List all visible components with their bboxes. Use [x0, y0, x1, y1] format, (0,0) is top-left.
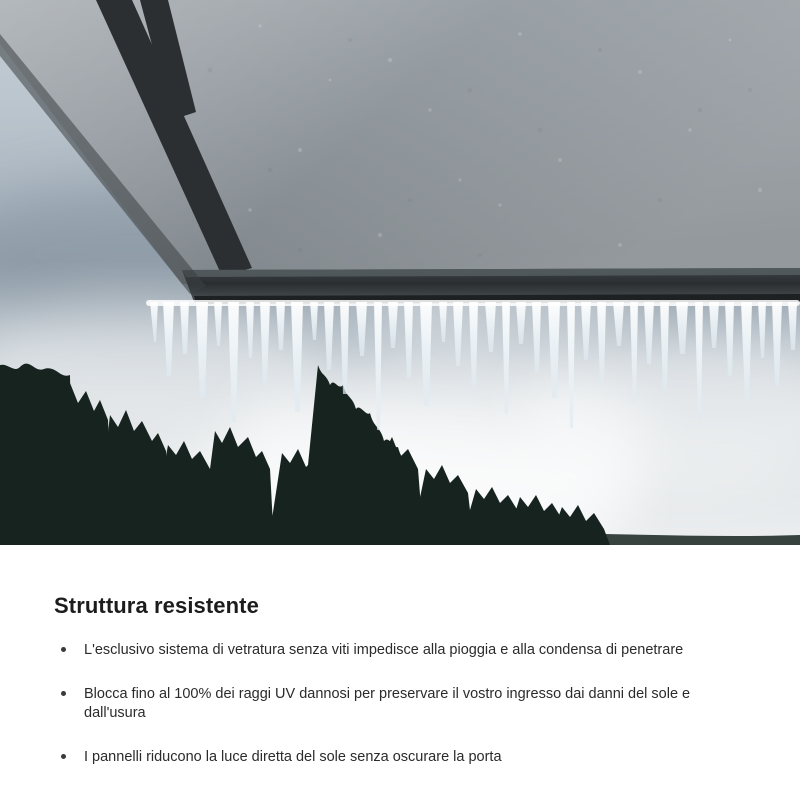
list-item	[54, 748, 746, 768]
list-item-text: L'esclusivo sistema di vetratura senza viti impedisce alla pioggia e alla condensa di penetrare	[84, 642, 684, 658]
bullet-dot-icon	[61, 754, 66, 759]
bullet-dot-icon	[61, 691, 66, 696]
awning-structure	[0, 0, 800, 320]
list-item-text: Blocca fino al 100% dei raggi UV dannosi per preservare il vostro ingresso dai danni del sole e dall'usura	[84, 685, 691, 722]
list-item	[54, 641, 746, 661]
page-title: Struttura resistente	[54, 593, 259, 618]
feature-list	[54, 641, 746, 767]
icicle-row	[0, 280, 800, 480]
feature-text-block	[0, 545, 800, 800]
bullet-dot-icon	[61, 647, 66, 652]
list-item	[54, 685, 746, 724]
list-item-text: I pannelli riducono la luce diretta del sole senza oscurare la porta	[84, 748, 502, 765]
